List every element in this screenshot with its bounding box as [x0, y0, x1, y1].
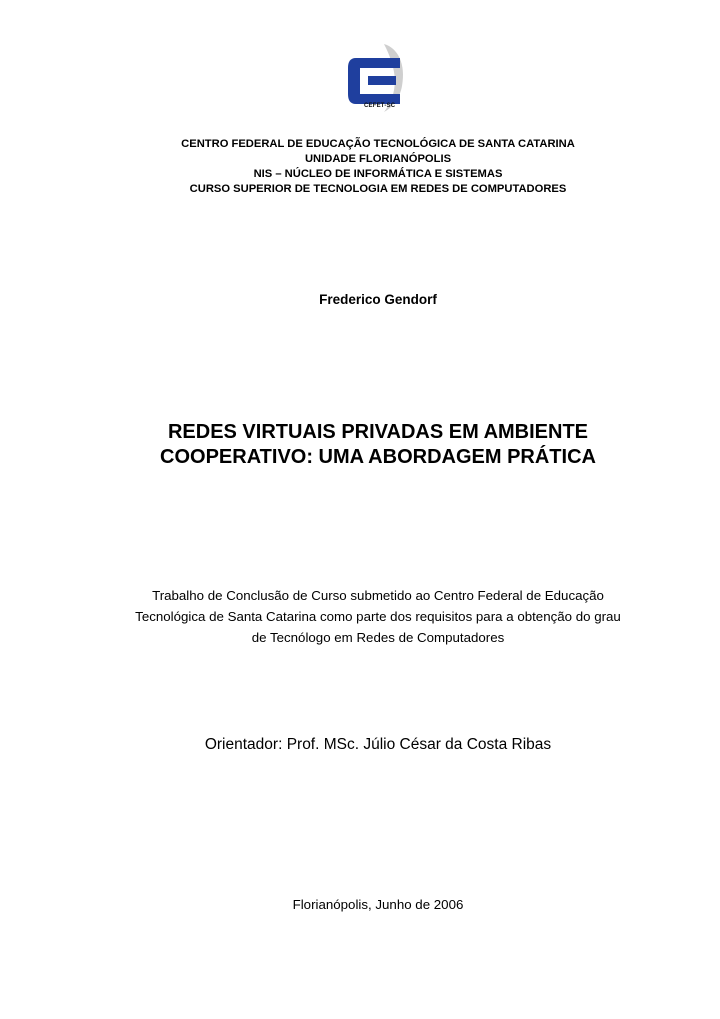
logo-caption: CEFET-SC: [364, 103, 396, 109]
document-title: [0, 420, 720, 470]
title-line: REDES VIRTUAIS PRIVADAS EM AMBIENTE: [167, 421, 589, 443]
description-line: de Tecnólogo em Redes de Computadores: [251, 630, 505, 645]
institution-header: [0, 137, 720, 197]
description-line: Tecnológica de Santa Catarina como parte dos requisitos para a obtenção do grau: [135, 609, 621, 624]
author-name: Frederico Gendorf: [319, 292, 437, 307]
place-and-date: Florianópolis, Junho de 2006: [292, 897, 464, 912]
thesis-description: [0, 585, 720, 648]
title-line: COOPERATIVO: UMA ABORDAGEM PRÁTICA: [160, 446, 596, 468]
advisor: Orientador: Prof. MSc. Júlio César da Costa Ribas: [204, 736, 552, 753]
header-line: NIS – NÚCLEO DE INFORMÁTICA E SISTEMAS: [253, 168, 503, 180]
header-line: UNIDADE FLORIANÓPOLIS: [304, 153, 452, 165]
header-line: CENTRO FEDERAL DE EDUCAÇÃO TECNOLÓGICA DE SANTA CATARINA: [181, 138, 575, 150]
header-line: CURSO SUPERIOR DE TECNOLOGIA EM REDES DE COMPUTADORES: [189, 183, 567, 195]
description-line: Trabalho de Conclusão de Curso submetido ao Centro Federal de Educação: [152, 588, 604, 603]
